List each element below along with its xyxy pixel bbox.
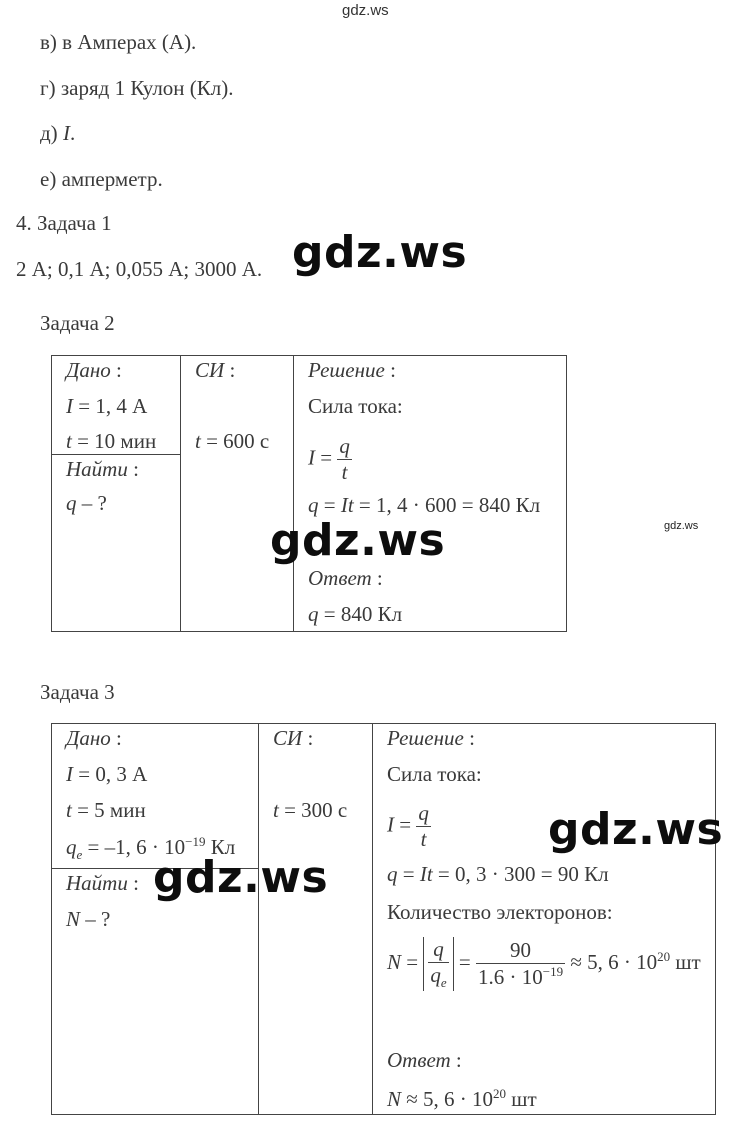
task3-dano-label: Дано — [66, 726, 111, 750]
task3-formula-3 — [387, 937, 701, 991]
task3-si-colon: : — [302, 726, 314, 750]
task3-sol-text: Сила тока: — [387, 762, 482, 786]
task3-f3-lhs: N — [387, 949, 402, 974]
task2-given-cell — [52, 356, 181, 455]
task3-si-val: = 300 с — [278, 798, 348, 822]
task2-find-cell — [52, 455, 181, 632]
task2-formula-1 — [308, 434, 352, 485]
task3-f2-rest: = 0, 3 · 300 = 90 Кл — [432, 862, 609, 886]
task3-given-qe-unit: Кл — [205, 835, 236, 859]
task3-f3-den — [476, 963, 565, 990]
task3-si-cell — [259, 724, 373, 1115]
task3-find-colon: : — [127, 871, 139, 895]
task3-given-t-val: = 5 мин — [71, 798, 146, 822]
task2-f2-mid: = — [318, 493, 341, 517]
task3-f3-approx: ≈ 5, 6 · 10 — [565, 949, 658, 974]
line-e: е) амперметр. — [40, 167, 163, 191]
task3-given-t-sym: t — [66, 798, 72, 822]
task2-f1-eq: = — [315, 445, 338, 470]
task2-sol-colon: : — [384, 358, 396, 382]
task3-si-sym: t — [273, 798, 279, 822]
task3-f2-mid: = — [397, 862, 420, 886]
task2-ans-label: Ответ — [308, 566, 372, 590]
task2-si-colon: : — [224, 358, 236, 382]
task2-si-val: = 600 с — [200, 429, 270, 453]
task2-sol-label: Решение — [308, 358, 385, 382]
task3-count-text: Количество электоронов: — [387, 900, 613, 924]
line-d-prefix: д) — [40, 121, 58, 145]
line-g: г) заряд 1 Кулон (Кл). — [40, 76, 234, 100]
task2-si-cell — [181, 356, 294, 632]
task2-ans-val: = 840 Кл — [318, 602, 403, 626]
task2-f2-lhs: q — [308, 493, 319, 517]
task2-given-t-sym: t — [66, 429, 72, 453]
task3-find-sym: N — [66, 907, 81, 931]
task2-find-sym: q — [66, 491, 77, 516]
task3-find-label: Найти — [66, 871, 128, 895]
watermark-big-1: gdz.ws — [292, 227, 468, 278]
task3-given-I-sym: I — [66, 762, 73, 786]
task2-find-label: Найти — [66, 457, 128, 482]
task3-table — [51, 723, 716, 1115]
task3-given-cell — [52, 724, 259, 869]
task3-answer — [387, 1086, 537, 1112]
task3-dano-colon: : — [110, 726, 122, 750]
task3-f3-eq: = — [401, 949, 424, 974]
line-d-suffix: . — [69, 121, 76, 145]
task3-solution-cell — [373, 724, 716, 1115]
task2-heading: Задача 2 — [40, 311, 115, 335]
task3-f3-abs-num: q — [433, 937, 444, 961]
watermark-small: gdz.ws — [664, 520, 699, 532]
task3-ans-unit: шт — [506, 1087, 537, 1111]
task2-f2-it: It — [340, 493, 354, 517]
task2-dano-colon: : — [110, 358, 122, 382]
task2-f1-lhs: I — [308, 445, 315, 470]
task2-given-t-val: = 10 мин — [71, 429, 157, 453]
task2-sol-text: Сила тока: — [308, 394, 403, 418]
task3-f1-lhs: I — [387, 812, 394, 837]
task3-f3-abs-den — [428, 962, 448, 991]
task3-f3-fraction — [476, 938, 565, 990]
task2-si-label: СИ — [195, 358, 225, 382]
task2-find-colon: : — [127, 457, 139, 482]
task3-ans-colon: : — [450, 1048, 462, 1072]
task3-ans-label: Ответ — [387, 1048, 451, 1072]
task3-f3-abs — [423, 937, 453, 991]
line-v: в) в Амперах (А). — [40, 30, 197, 54]
task3-ans-exp: 20 — [493, 1086, 507, 1101]
task3-f3-den-exp: −19 — [542, 964, 564, 980]
line-d — [40, 121, 75, 146]
task3-si-label: СИ — [273, 726, 303, 750]
task3-given-qe-exp: −19 — [185, 834, 206, 849]
watermark-top: gdz.ws — [342, 2, 389, 19]
task3-f2-lhs: q — [387, 862, 398, 886]
task3-given-I-val: = 0, 3 А — [73, 762, 148, 786]
watermark-big-2: gdz.ws — [270, 515, 446, 566]
task2-f2-rest: = 1, 4 · 600 = 840 Кл — [353, 493, 541, 517]
task1-answers: 2 А; 0,1 А; 0,055 А; 3000 А. — [16, 257, 263, 281]
task3-given-qe-sub: e — [76, 847, 83, 863]
task3-f1-fraction — [416, 801, 431, 852]
task2-dano-label: Дано — [66, 358, 111, 382]
task2-ans-sym: q — [308, 602, 319, 626]
task2-given-I-sym: I — [66, 394, 73, 418]
task3-heading: Задача 3 — [40, 680, 115, 704]
task3-f3-abs-den-sym: q — [430, 963, 441, 987]
task2-ans-colon: : — [371, 566, 383, 590]
watermark-big-4: gdz.ws — [153, 852, 329, 903]
task3-f1-num: q — [418, 801, 429, 825]
task3-f1-den: t — [416, 826, 431, 852]
task2-f1-den: t — [337, 459, 352, 485]
line-d-symbol: I — [62, 121, 70, 145]
task3-ans-val: ≈ 5, 6 · 10 — [401, 1087, 494, 1111]
task3-find-cell — [52, 869, 259, 1115]
task3-f3-exp: 20 — [657, 948, 671, 964]
task4-heading: 4. Задача 1 — [16, 211, 112, 235]
watermark-big-3: gdz.ws — [548, 804, 724, 855]
task2-f1-num: q — [339, 434, 350, 458]
task3-f3-unit: шт — [670, 949, 701, 974]
task3-f3-den-base: 1.6 · 10 — [477, 965, 543, 990]
task3-given-qe-val: = –1, 6 · 10 — [82, 835, 186, 859]
task3-sol-label: Решение — [387, 726, 464, 750]
task3-given-qe-sym: q — [66, 835, 77, 859]
task3-sol-colon: : — [463, 726, 475, 750]
task3-f3-abs-fraction — [428, 937, 448, 991]
task3-f1-eq: = — [394, 812, 417, 837]
task3-find-val: – ? — [80, 907, 111, 931]
task3-f3-num: 90 — [510, 938, 532, 963]
task3-f3-abs-den-sub: e — [440, 975, 447, 991]
task3-formula-2 — [387, 862, 609, 887]
task2-find-val: – ? — [76, 491, 107, 516]
task2-si-sym: t — [195, 429, 201, 453]
task3-ans-sym: N — [387, 1087, 402, 1111]
task2-table — [51, 355, 567, 632]
task2-solution-cell — [294, 356, 567, 632]
task3-f2-it: It — [419, 862, 433, 886]
task3-formula-1 — [387, 801, 431, 852]
task2-f1-fraction — [337, 434, 352, 485]
task3-f3-eq2: = — [453, 949, 476, 974]
task2-given-I-val: = 1, 4 А — [73, 394, 148, 418]
